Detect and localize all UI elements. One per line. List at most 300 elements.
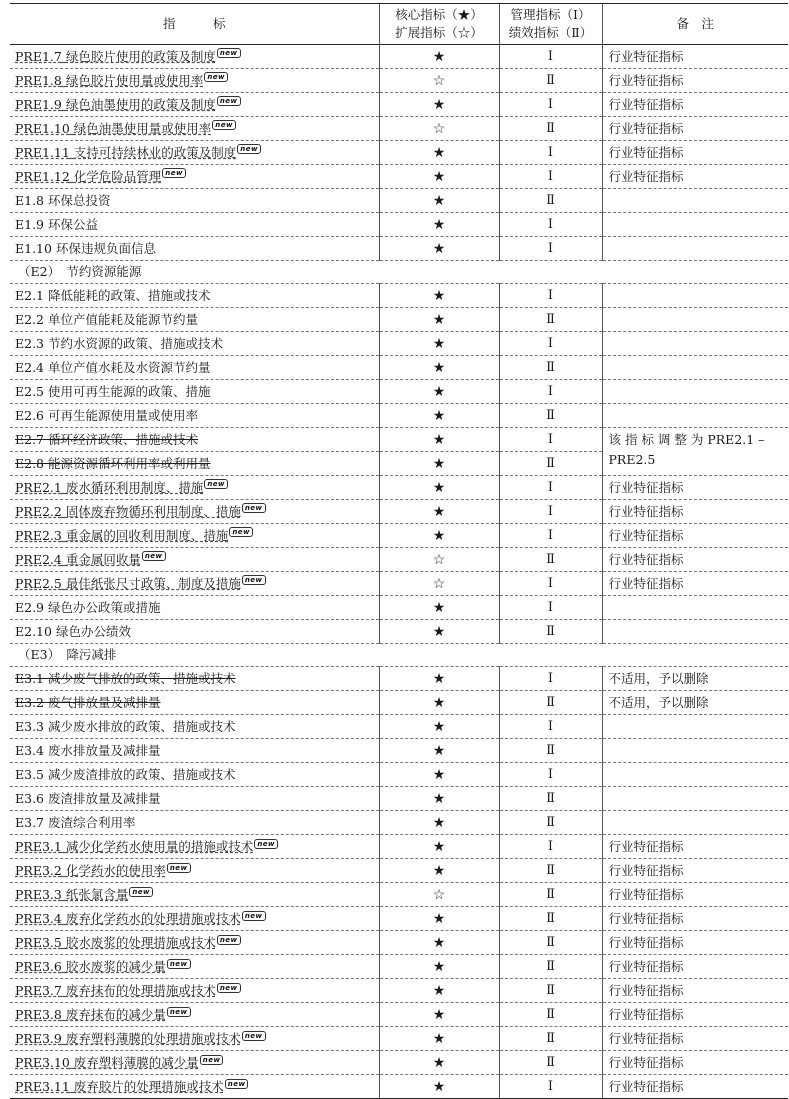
indicator-cell <box>10 117 379 141</box>
remark-cell: 行业特征指标 <box>602 835 788 859</box>
table-row <box>10 476 788 500</box>
table-row <box>10 811 788 835</box>
indicator-cell <box>10 93 379 117</box>
remark-cell <box>602 763 788 787</box>
remark-cell <box>602 380 788 404</box>
mgmt-perf-cell <box>499 476 602 500</box>
indicator-code: PRE3.6 <box>15 958 62 974</box>
mgmt-perf-cell <box>499 404 602 428</box>
core-extended-cell: ★ <box>379 213 499 237</box>
indicator-code: PRE1.10 <box>15 120 70 136</box>
remark-cell <box>602 787 788 811</box>
new-badge-icon: new <box>217 935 241 945</box>
mgmt-perf-value: Ⅱ <box>546 121 555 136</box>
mgmt-perf-cell <box>499 93 602 117</box>
indicator-cell <box>10 859 379 883</box>
remark-cell <box>602 811 788 835</box>
indicator-text: 废水排放量及减排量 <box>48 742 161 758</box>
mgmt-perf-value: Ⅱ <box>546 887 555 903</box>
mgmt-perf-cell <box>499 955 602 979</box>
mgmt-perf-value: Ⅱ <box>546 552 555 568</box>
new-badge-icon: new <box>217 983 241 993</box>
table-row <box>10 189 788 213</box>
remark-cell: 该 指 标 调 整 为 PRE2.1 – PRE2.5 <box>602 428 788 476</box>
mgmt-perf-value: Ⅱ <box>546 624 555 640</box>
remark-cell: 行业特征指标 <box>602 524 788 548</box>
remark-cell: 行业特征指标 <box>602 500 788 524</box>
indicator-text: 废气排放量及减排量 <box>48 694 161 710</box>
mgmt-perf-value: Ⅱ <box>546 193 555 208</box>
indicator-text: 绿色办公政策或措施 <box>48 599 161 615</box>
remark-cell: 行业特征指标 <box>602 69 788 93</box>
table-row <box>10 763 788 787</box>
mgmt-perf-value: Ⅰ <box>547 767 554 783</box>
indicator-code: E2.4 <box>15 359 45 375</box>
mgmt-perf-cell <box>499 308 602 332</box>
mgmt-perf-value: Ⅰ <box>547 97 554 112</box>
core-extended-cell: ★ <box>379 141 499 165</box>
table-body <box>10 45 788 1099</box>
remark-cell <box>602 213 788 237</box>
table-row <box>10 213 788 237</box>
mgmt-perf-cell <box>499 332 602 356</box>
core-extended-cell: ★ <box>379 596 499 620</box>
mgmt-perf-cell <box>499 907 602 931</box>
indicator-cell <box>10 524 379 548</box>
mgmt-perf-cell <box>499 883 602 907</box>
indicator-cell <box>10 763 379 787</box>
indicator-text: 废渣排放量及减排量 <box>48 790 161 806</box>
remark-cell: 行业特征指标 <box>602 931 788 955</box>
indicator-cell <box>10 620 379 644</box>
mgmt-perf-value: Ⅱ <box>546 863 555 879</box>
core-extended-cell: ★ <box>379 45 499 69</box>
indicator-text: 减少化学药水使用量的措施或技术 <box>65 838 254 854</box>
remark-cell: 行业特征指标 <box>602 93 788 117</box>
mgmt-perf-value: Ⅰ <box>547 432 554 448</box>
mgmt-perf-cell <box>499 691 602 715</box>
indicator-code: E3.7 <box>15 814 45 830</box>
new-badge-icon: new <box>242 1031 266 1041</box>
mgmt-perf-cell <box>499 548 602 572</box>
core-extended-cell: ★ <box>379 739 499 763</box>
indicator-cell <box>10 428 379 452</box>
table-row <box>10 548 788 572</box>
remark-cell <box>602 404 788 428</box>
indicator-cell <box>10 931 379 955</box>
table-row <box>10 1003 788 1027</box>
core-extended-cell: ★ <box>379 907 499 931</box>
remark-cell: 行业特征指标 <box>602 1051 788 1075</box>
indicator-text: 单位产值能耗及能源节约量 <box>48 311 199 327</box>
mgmt-perf-value: Ⅰ <box>547 504 554 520</box>
new-badge-icon: new <box>212 120 236 130</box>
mgmt-perf-cell <box>499 380 602 404</box>
table-row <box>10 117 788 141</box>
new-badge-icon: new <box>254 839 278 849</box>
table-row <box>10 404 788 428</box>
table-row <box>10 93 788 117</box>
indicator-cell <box>10 811 379 835</box>
indicator-cell <box>10 213 379 237</box>
mgmt-perf-value: Ⅰ <box>547 480 554 496</box>
mgmt-perf-cell <box>499 452 602 476</box>
table-row <box>10 45 788 69</box>
core-extended-cell: ☆ <box>379 69 499 93</box>
remark-cell <box>602 189 788 213</box>
mgmt-perf-value: Ⅱ <box>546 935 555 951</box>
indicator-cell <box>10 1051 379 1075</box>
indicator-text: 胶水废浆的处理措施或技术 <box>65 934 216 950</box>
indicator-code: PRE1.9 <box>15 96 62 112</box>
indicator-code: PRE3.3 <box>15 886 62 902</box>
mgmt-perf-cell <box>499 45 602 69</box>
indicator-cell <box>10 1027 379 1051</box>
core-extended-cell: ★ <box>379 476 499 500</box>
mgmt-perf-value: Ⅱ <box>546 959 555 975</box>
indicator-code: PRE3.9 <box>15 1030 62 1046</box>
new-badge-icon: new <box>229 527 253 537</box>
new-badge-icon: new <box>217 48 241 58</box>
mgmt-perf-value: Ⅱ <box>546 791 555 807</box>
indicator-code: PRE3.5 <box>15 934 62 950</box>
indicator-code: E2.5 <box>15 383 45 399</box>
mgmt-perf-cell <box>499 572 602 596</box>
new-badge-icon: new <box>162 168 186 178</box>
indicator-code: PRE2.5 <box>15 575 62 591</box>
mgmt-perf-value: Ⅱ <box>546 743 555 759</box>
indicator-text: 支持可持续林业的政策及制度 <box>73 144 237 160</box>
mgmt-perf-value: Ⅱ <box>546 360 555 376</box>
indicator-cell <box>10 141 379 165</box>
mgmt-perf-value: Ⅰ <box>547 671 554 687</box>
indicator-text: 废弃抹布的减少量 <box>65 1006 166 1022</box>
mgmt-perf-cell <box>499 189 602 213</box>
table-row <box>10 931 788 955</box>
indicator-text: 绿色油墨使用量或使用率 <box>73 120 212 136</box>
core-extended-cell: ★ <box>379 811 499 835</box>
new-badge-icon: new <box>200 1055 224 1065</box>
indicator-text: 固体废弃物循环利用制度、措施 <box>65 503 241 519</box>
new-badge-icon: new <box>167 959 191 969</box>
new-badge-icon: new <box>237 144 261 154</box>
indicator-code: E2.2 <box>15 311 45 327</box>
indicator-text: 化学药水的使用率 <box>65 862 166 878</box>
indicator-cell <box>10 691 379 715</box>
indicator-text: 纸张氯含量 <box>65 886 129 902</box>
table-row <box>10 979 788 1003</box>
indicator-cell <box>10 45 379 69</box>
core-extended-cell: ★ <box>379 787 499 811</box>
indicator-cell <box>10 404 379 428</box>
header-core-extended <box>379 4 499 45</box>
core-extended-cell: ★ <box>379 715 499 739</box>
table-row <box>10 883 788 907</box>
indicator-text: 绿色办公绩效 <box>55 623 131 639</box>
core-extended-cell: ★ <box>379 332 499 356</box>
indicator-code: PRE2.1 <box>15 479 62 495</box>
indicator-cell <box>10 715 379 739</box>
core-extended-cell: ☆ <box>379 883 499 907</box>
section-title: （E3） 降污减排 <box>10 644 788 667</box>
mgmt-perf-cell <box>499 524 602 548</box>
core-extended-cell: ★ <box>379 931 499 955</box>
mgmt-perf-cell <box>499 763 602 787</box>
core-extended-cell: ★ <box>379 93 499 117</box>
indicator-code: E3.5 <box>15 766 45 782</box>
indicator-code: PRE2.3 <box>15 527 62 543</box>
mgmt-perf-value: Ⅱ <box>546 73 555 88</box>
new-badge-icon: new <box>242 911 266 921</box>
remark-cell: 行业特征指标 <box>602 548 788 572</box>
remark-cell: 行业特征指标 <box>602 1003 788 1027</box>
indicator-code: E1.9 <box>15 216 45 232</box>
mgmt-perf-cell <box>499 835 602 859</box>
remark-cell: 行业特征指标 <box>602 45 788 69</box>
indicator-code: E2.1 <box>15 287 45 303</box>
table-row <box>10 524 788 548</box>
core-extended-cell: ★ <box>379 284 499 308</box>
new-badge-icon: new <box>167 1007 191 1017</box>
table-row <box>10 572 788 596</box>
indicator-code: PRE1.7 <box>15 48 62 64</box>
mgmt-perf-cell <box>499 428 602 452</box>
indicator-text: 可再生能源使用量或使用率 <box>48 407 199 423</box>
core-extended-cell: ★ <box>379 404 499 428</box>
mgmt-perf-cell <box>499 69 602 93</box>
remark-cell: 行业特征指标 <box>602 979 788 1003</box>
indicator-code: PRE1.11 <box>15 144 70 160</box>
header-indicator: 指 标 <box>10 4 379 45</box>
mgmt-perf-value: Ⅰ <box>547 336 554 352</box>
mgmt-perf-cell <box>499 811 602 835</box>
new-badge-icon: new <box>242 575 266 585</box>
indicator-text: 废弃胶片的处理措施或技术 <box>73 1078 224 1094</box>
table-row <box>10 284 788 308</box>
table-row <box>10 332 788 356</box>
core-extended-cell: ★ <box>379 1051 499 1075</box>
table-row <box>10 141 788 165</box>
remark-cell <box>602 332 788 356</box>
core-extended-cell: ★ <box>379 1003 499 1027</box>
indicator-code: PRE1.12 <box>15 168 70 184</box>
mgmt-perf-value: Ⅱ <box>546 408 555 424</box>
indicator-text: 循环经济政策、措施或技术 <box>48 431 199 447</box>
indicator-cell <box>10 237 379 261</box>
mgmt-perf-cell <box>499 165 602 189</box>
mgmt-perf-cell <box>499 1075 602 1099</box>
mgmt-perf-cell <box>499 620 602 644</box>
remark-cell: 行业特征指标 <box>602 859 788 883</box>
header-core-label: 核心指标（★） <box>395 7 483 22</box>
mgmt-perf-cell <box>499 117 602 141</box>
indicator-text: 重金属回收量 <box>65 551 141 567</box>
mgmt-perf-cell <box>499 787 602 811</box>
table-row <box>10 596 788 620</box>
indicator-code: E2.6 <box>15 407 45 423</box>
mgmt-perf-cell <box>499 715 602 739</box>
header-perf-label: 绩效指标（Ⅱ） <box>508 25 593 40</box>
mgmt-perf-value: Ⅱ <box>546 1031 555 1047</box>
mgmt-perf-value: Ⅱ <box>546 1007 555 1023</box>
table-row <box>10 835 788 859</box>
remark-cell: 行业特征指标 <box>602 476 788 500</box>
indicator-cell <box>10 165 379 189</box>
indicator-text: 废水循环利用制度、措施 <box>65 479 204 495</box>
core-extended-cell: ★ <box>379 356 499 380</box>
core-extended-cell: ★ <box>379 308 499 332</box>
core-extended-cell: ★ <box>379 165 499 189</box>
indicator-text: 废弃化学药水的处理措施或技术 <box>65 910 241 926</box>
remark-cell: 行业特征指标 <box>602 1075 788 1099</box>
mgmt-perf-value: Ⅱ <box>546 1055 555 1071</box>
indicator-table <box>10 3 788 1099</box>
remark-cell: 行业特征指标 <box>602 883 788 907</box>
indicator-cell <box>10 1003 379 1027</box>
indicator-cell <box>10 955 379 979</box>
remark-cell: 不适用，予以删除 <box>602 667 788 691</box>
mgmt-perf-cell <box>499 356 602 380</box>
indicator-code: E2.8 <box>15 455 45 471</box>
mgmt-perf-cell <box>499 1003 602 1027</box>
indicator-cell <box>10 189 379 213</box>
indicator-code: E2.10 <box>15 623 52 639</box>
new-badge-icon: new <box>204 72 228 82</box>
indicator-cell <box>10 380 379 404</box>
core-extended-cell: ★ <box>379 691 499 715</box>
core-extended-cell: ☆ <box>379 572 499 596</box>
indicator-code: PRE3.7 <box>15 982 62 998</box>
core-extended-cell: ★ <box>379 524 499 548</box>
core-extended-cell: ★ <box>379 1075 499 1099</box>
indicator-cell <box>10 332 379 356</box>
table-row <box>10 380 788 404</box>
mgmt-perf-value: Ⅰ <box>547 145 554 160</box>
indicator-text: 绿色油墨使用的政策及制度 <box>65 96 216 112</box>
indicator-code: PRE3.10 <box>15 1054 70 1070</box>
indicator-text: 化学危险品管理 <box>73 168 162 184</box>
indicator-code: PRE2.2 <box>15 503 62 519</box>
indicator-text: 重金属的回收利用制度、措施 <box>65 527 229 543</box>
indicator-cell <box>10 1075 379 1099</box>
table-row <box>10 308 788 332</box>
new-badge-icon: new <box>242 503 266 513</box>
indicator-code: E3.6 <box>15 790 45 806</box>
mgmt-perf-value: Ⅰ <box>547 384 554 400</box>
indicator-cell <box>10 308 379 332</box>
remark-cell <box>602 308 788 332</box>
table-row <box>10 1051 788 1075</box>
indicator-text: 胶水废浆的减少量 <box>65 958 166 974</box>
mgmt-perf-value: Ⅰ <box>547 600 554 616</box>
remark-cell: 行业特征指标 <box>602 955 788 979</box>
core-extended-cell: ★ <box>379 428 499 452</box>
new-badge-icon: new <box>225 1079 249 1089</box>
indicator-code: E1.10 <box>15 240 52 256</box>
core-extended-cell: ★ <box>379 667 499 691</box>
mgmt-perf-cell <box>499 500 602 524</box>
core-extended-cell: ★ <box>379 620 499 644</box>
section-row <box>10 644 788 667</box>
table-row <box>10 237 788 261</box>
mgmt-perf-cell <box>499 931 602 955</box>
table-row <box>10 907 788 931</box>
mgmt-perf-value: Ⅰ <box>547 528 554 544</box>
header-mgmt-perf <box>499 4 602 45</box>
mgmt-perf-value: Ⅰ <box>547 288 554 304</box>
indicator-cell <box>10 835 379 859</box>
remark-cell: 不适用，予以删除 <box>602 691 788 715</box>
core-extended-cell: ★ <box>379 452 499 476</box>
indicator-cell <box>10 979 379 1003</box>
table-row <box>10 1075 788 1099</box>
table-row <box>10 691 788 715</box>
mgmt-perf-cell <box>499 141 602 165</box>
mgmt-perf-value: Ⅱ <box>546 911 555 927</box>
indicator-text: 废弃抹布的处理措施或技术 <box>65 982 216 998</box>
remark-cell: 行业特征指标 <box>602 117 788 141</box>
indicator-code: E1.8 <box>15 192 45 208</box>
indicator-cell <box>10 500 379 524</box>
indicator-cell <box>10 356 379 380</box>
mgmt-perf-cell <box>499 596 602 620</box>
core-extended-cell: ☆ <box>379 548 499 572</box>
remark-cell <box>602 237 788 261</box>
remark-cell: 行业特征指标 <box>602 572 788 596</box>
new-badge-icon: new <box>167 863 191 873</box>
indicator-cell <box>10 69 379 93</box>
indicator-code: E2.7 <box>15 431 45 447</box>
indicator-cell <box>10 907 379 931</box>
table-row <box>10 955 788 979</box>
core-extended-cell: ☆ <box>379 117 499 141</box>
indicator-text: 减少废渣排放的政策、措施或技术 <box>48 766 236 782</box>
indicator-text: 减少废水排放的政策、措施或技术 <box>48 718 236 734</box>
indicator-text: 废渣综合利用率 <box>48 814 136 830</box>
remark-cell <box>602 715 788 739</box>
indicator-cell <box>10 739 379 763</box>
indicator-code: E2.3 <box>15 335 45 351</box>
core-extended-cell: ★ <box>379 237 499 261</box>
indicator-text: 节约水资源的政策、措施或技术 <box>48 335 224 351</box>
table-row <box>10 667 788 691</box>
mgmt-perf-cell <box>499 1027 602 1051</box>
indicator-cell <box>10 596 379 620</box>
indicator-text: 环保公益 <box>48 216 99 232</box>
indicator-code: PRE3.1 <box>15 838 62 854</box>
remark-cell <box>602 620 788 644</box>
mgmt-perf-cell <box>499 667 602 691</box>
indicator-code: PRE2.4 <box>15 551 62 567</box>
table-row <box>10 69 788 93</box>
indicator-code: E3.3 <box>15 718 45 734</box>
section-row <box>10 261 788 284</box>
mgmt-perf-value: Ⅱ <box>546 312 555 328</box>
mgmt-perf-cell <box>499 284 602 308</box>
mgmt-perf-cell <box>499 859 602 883</box>
header-mgmt-label: 管理指标（Ⅰ） <box>510 7 591 22</box>
table-row <box>10 739 788 763</box>
indicator-text: 绿色胶片使用的政策及制度 <box>65 48 216 64</box>
mgmt-perf-value: Ⅰ <box>547 49 554 64</box>
remark-cell <box>602 596 788 620</box>
remark-cell: 行业特征指标 <box>602 907 788 931</box>
mgmt-perf-value: Ⅰ <box>547 719 554 735</box>
indicator-code: PRE3.4 <box>15 910 62 926</box>
table-row <box>10 356 788 380</box>
core-extended-cell: ★ <box>379 500 499 524</box>
table-row <box>10 715 788 739</box>
